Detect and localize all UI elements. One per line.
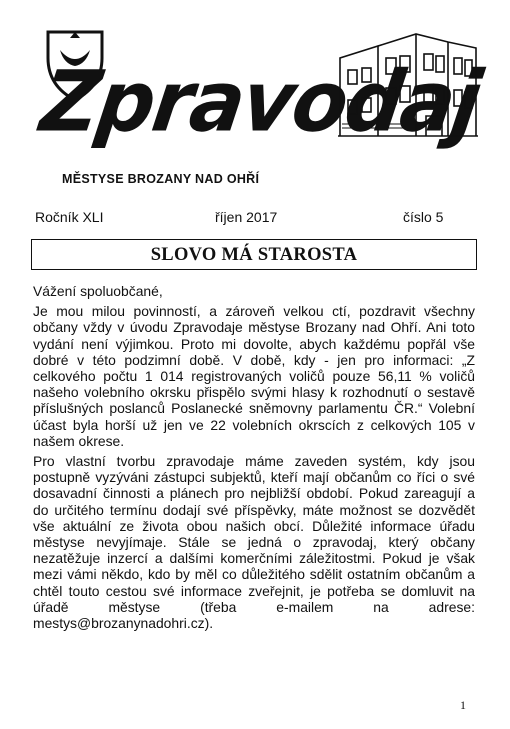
article-paragraph: Je mou milou povinností, a zároveň velkou ctí, pozdravit všechny občany vždy v úvodu Zpravodaje městyse Brozany nad Ohří. Ani toto vydání není výjimkou. Proto mi dovolte, abych každému popřál vše dobré v této podzimní době. V době, kdy - jen pro informaci: „Z celkového počtu 1 014 registrovaných voličů pouze 56,11 % voličů našeho volebního okrsku přispělo svými hlasy k rozhodnutí o sestavě příslušných poslanců Poslanecké sněmovny parlamentu ČR.“ Volební účast byla horší už jen ve 22 volebních okrscích z celkových 105 v našem okrese.	[33, 303, 475, 449]
issue-number: číslo 5	[403, 209, 444, 225]
issue-date: říjen 2017	[215, 209, 278, 225]
masthead-wordmark: Zpravodaj	[35, 52, 486, 151]
article-paragraph: Pro vlastní tvorbu zpravodaje máme zaveden systém, kdy jsou postupně vyzýváni zástupci subjektů, kteří mají občanům co říci o své dosavadní činnosti a plánech pro nejbližší období. Pokud zareagují a do určitého termínu dodají své příspěvky, máte možnost se dozvědět vše aktuální ze života obou našich obcí. Důležité informace úřadu městyse nevyjímaje. Stále se jedná o zpravodaj, který občany nezatěžuje inzercí a dalšími komerčními záležitostmi. Pokud je však mezi vámi někdo, kdo by měl co důležitého sdělit ostatním občanům a chtěl touto cestou své informace zveřejnit, je potřeba se domluvit na úřadě městyse (třeba e-mailem na adrese: mestys@brozanynadohri.cz).	[33, 453, 475, 632]
article-greeting: Vážení spoluobčané,	[33, 283, 163, 299]
section-title: SLOVO MÁ STAROSTA	[31, 239, 477, 270]
building-illustration-icon	[338, 28, 478, 138]
masthead-subtitle: MĚSTYSE BROZANY NAD OHŘÍ	[62, 172, 260, 186]
article-body	[33, 283, 475, 635]
masthead	[0, 0, 510, 200]
page-number: 1	[460, 698, 466, 712]
issue-volume: Ročník XLI	[35, 209, 104, 225]
issue-info	[35, 209, 475, 227]
